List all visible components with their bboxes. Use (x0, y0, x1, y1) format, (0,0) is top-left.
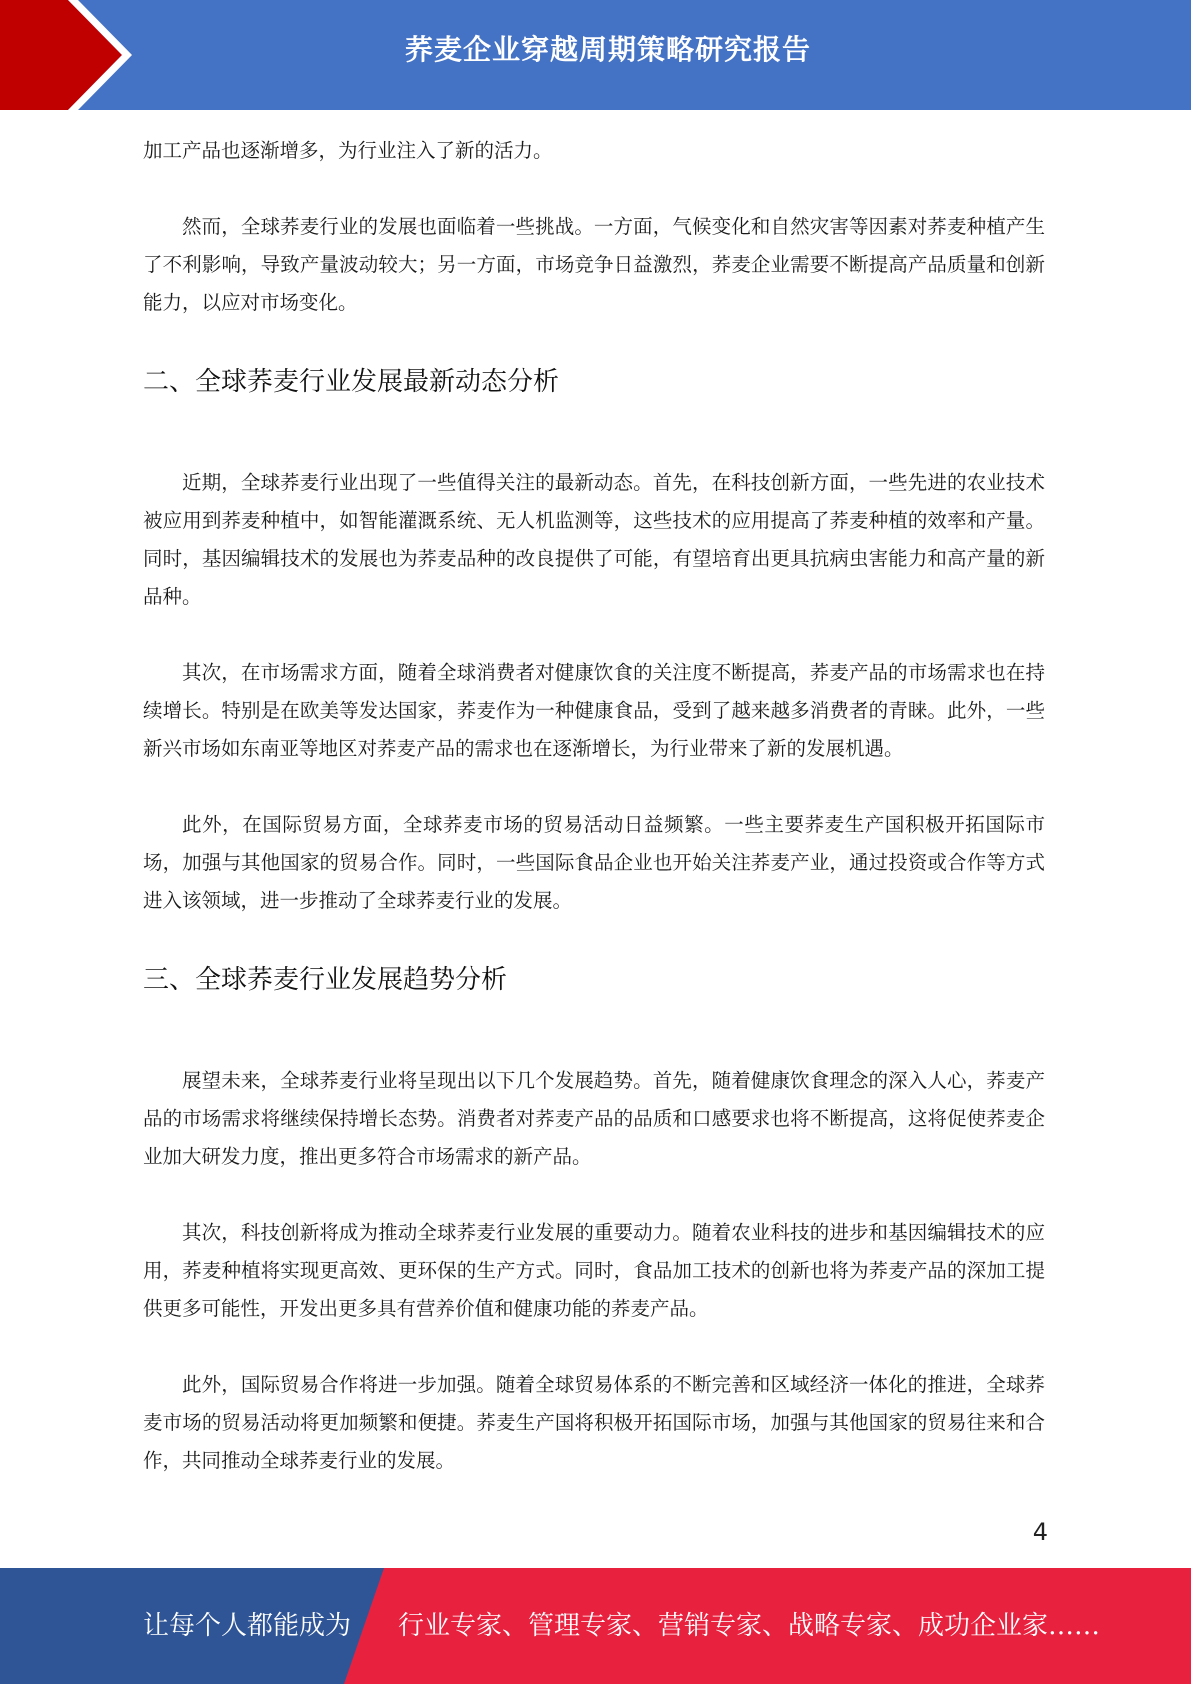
footer-slogan-right: 行业专家、管理专家、营销专家、战略专家、成功企业家…… (398, 1611, 1101, 1641)
page-header (0, 0, 1191, 110)
paragraph-tech-innovation: 近期，全球荞麦行业出现了一些值得关注的最新动态。首先，在科技创新方面，一些先进的农业技术被应用到荞麦种植中，如智能灌溉系统、无人机监测等，这些技术的应用提高了荞麦种植的效率和产量。同时，基因编辑技术的发展也为荞麦品种的改良提供了可能，有望培育出更具抗病虫害能力和高产量的新品种。 (143, 471, 1045, 608)
paragraph-international-trade: 此外，在国际贸易方面，全球荞麦市场的贸易活动日益频繁。一些主要荞麦生产国积极开拓国际市场，加强与其他国家的贸易合作。同时，一些国际食品企业也开始关注荞麦产业，通过投资或合作等方式进入该领域，进一步推动了全球荞麦行业的发展。 (143, 813, 1045, 912)
document-body (143, 132, 1045, 1480)
paragraph-market-demand: 其次，在市场需求方面，随着全球消费者对健康饮食的关注度不断提高，荞麦产品的市场需求也在持续增长。特别是在欧美等发达国家，荞麦作为一种健康食品，受到了越来越多消费者的青睐。此外，一些新兴市场如东南亚等地区对荞麦产品的需求也在逐渐增长，为行业带来了新的发展机遇。 (143, 661, 1045, 760)
section-title-latest-dynamics: 二、全球荞麦行业发展最新动态分析 (143, 367, 560, 397)
report-title: 荞麦企业穿越周期策略研究报告 (404, 33, 811, 66)
paragraph-trade-cooperation: 此外，国际贸易合作将进一步加强。随着全球贸易体系的不断完善和区域经济一体化的推进，全球荞麦市场的贸易活动将更加频繁和便捷。荞麦生产国将积极开拓国际市场，加强与其他国家的贸易往来和合作，共同推动全球荞麦行业的发展。 (143, 1373, 1045, 1472)
paragraph-tech-driver: 其次，科技创新将成为推动全球荞麦行业发展的重要动力。随着农业科技的进步和基因编辑技术的应用，荞麦种植将实现更高效、更环保的生产方式。同时，食品加工技术的创新也将为荞麦产品的深加工提供更多可能性，开发出更多具有营养价值和健康功能的荞麦产品。 (143, 1221, 1045, 1320)
paragraph-future-outlook: 展望未来，全球荞麦行业将呈现出以下几个发展趋势。首先，随着健康饮食理念的深入人心，荞麦产品的市场需求将继续保持增长态势。消费者对荞麦产品的品质和口感要求也将不断提高，这将促使荞麦企业加大研发力度，推出更多符合市场需求的新产品。 (143, 1069, 1045, 1168)
paragraph-challenges: 然而，全球荞麦行业的发展也面临着一些挑战。一方面，气候变化和自然灾害等因素对荞麦种植产生了不利影响，导致产量波动较大；另一方面，市场竞争日益激烈，荞麦企业需要不断提高产品质量和创新能力，以应对市场变化。 (143, 215, 1045, 314)
page-footer (0, 1568, 1191, 1684)
section-title-trends: 三、全球荞麦行业发展趋势分析 (143, 965, 508, 995)
paragraph-continuation: 加工产品也逐渐增多，为行业注入了新的活力。 (143, 139, 553, 162)
footer-slogan-left: 让每个人都能成为 (143, 1611, 352, 1641)
page-number: 4 (1032, 1518, 1048, 1546)
